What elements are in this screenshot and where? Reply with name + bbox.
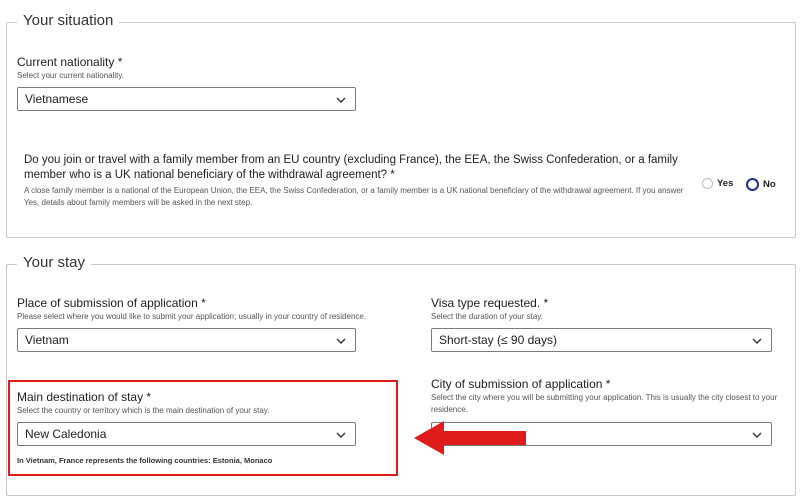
visa-type-hint: Select the duration of your stay. xyxy=(431,312,543,321)
chevron-down-icon xyxy=(335,335,347,347)
family-question-hint: A close family member is a national of the European Union, the EEA, the Swiss Confederation, or a family member is a UK national beneficiary of the withdrawal agreement. If you answer Yes, details about family members will be asked in the next step. xyxy=(24,186,684,207)
chevron-down-icon xyxy=(751,429,763,441)
main-destination-value: New Caledonia xyxy=(25,427,107,441)
destination-highlight-box xyxy=(8,380,398,476)
represented-countries-note: In Vietnam, France represents the following countries: Estonia, Monaco xyxy=(17,456,273,465)
visa-type-value: Short-stay (≤ 90 days) xyxy=(439,333,557,347)
place-of-submission-value: Vietnam xyxy=(25,333,69,347)
chevron-down-icon xyxy=(751,335,763,347)
chevron-down-icon xyxy=(335,94,347,106)
radio-no-circle[interactable] xyxy=(746,178,759,191)
red-arrow-annotation xyxy=(410,418,530,458)
nationality-value: Vietnamese xyxy=(25,92,89,106)
radio-no-label: No xyxy=(763,179,776,190)
radio-yes-label: Yes xyxy=(717,178,734,189)
nationality-select[interactable] xyxy=(17,87,356,111)
radio-yes[interactable] xyxy=(702,178,733,189)
city-of-submission-hint: Select the city where you will be submitting your application. This is usually the city closest to your residence. xyxy=(431,393,778,414)
place-of-submission-select[interactable] xyxy=(17,328,356,352)
place-of-submission-label: Place of submission of application * xyxy=(17,296,206,310)
radio-no[interactable] xyxy=(746,178,776,191)
visa-type-label: Visa type requested. * xyxy=(431,296,549,310)
stay-legend: Your stay xyxy=(17,254,91,271)
city-of-submission-label: City of submission of application * xyxy=(431,377,611,391)
nationality-label: Current nationality * xyxy=(17,55,123,69)
nationality-hint: Select your current nationality. xyxy=(17,71,125,80)
main-destination-hint: Select the country or territory which is the main destination of your stay. xyxy=(17,406,270,415)
radio-yes-circle[interactable] xyxy=(702,178,713,189)
main-destination-label: Main destination of stay * xyxy=(17,390,152,404)
place-of-submission-hint: Please select where you would like to submit your application; usually in your country of residence. xyxy=(17,312,367,321)
family-question: Do you join or travel with a family member from an EU country (excluding France), the EEA, the Swiss Confederation, or a family member who is a UK national beneficiary of the withdrawal agreement? * xyxy=(24,154,678,181)
situation-legend: Your situation xyxy=(17,12,119,29)
visa-type-select[interactable] xyxy=(431,328,772,352)
